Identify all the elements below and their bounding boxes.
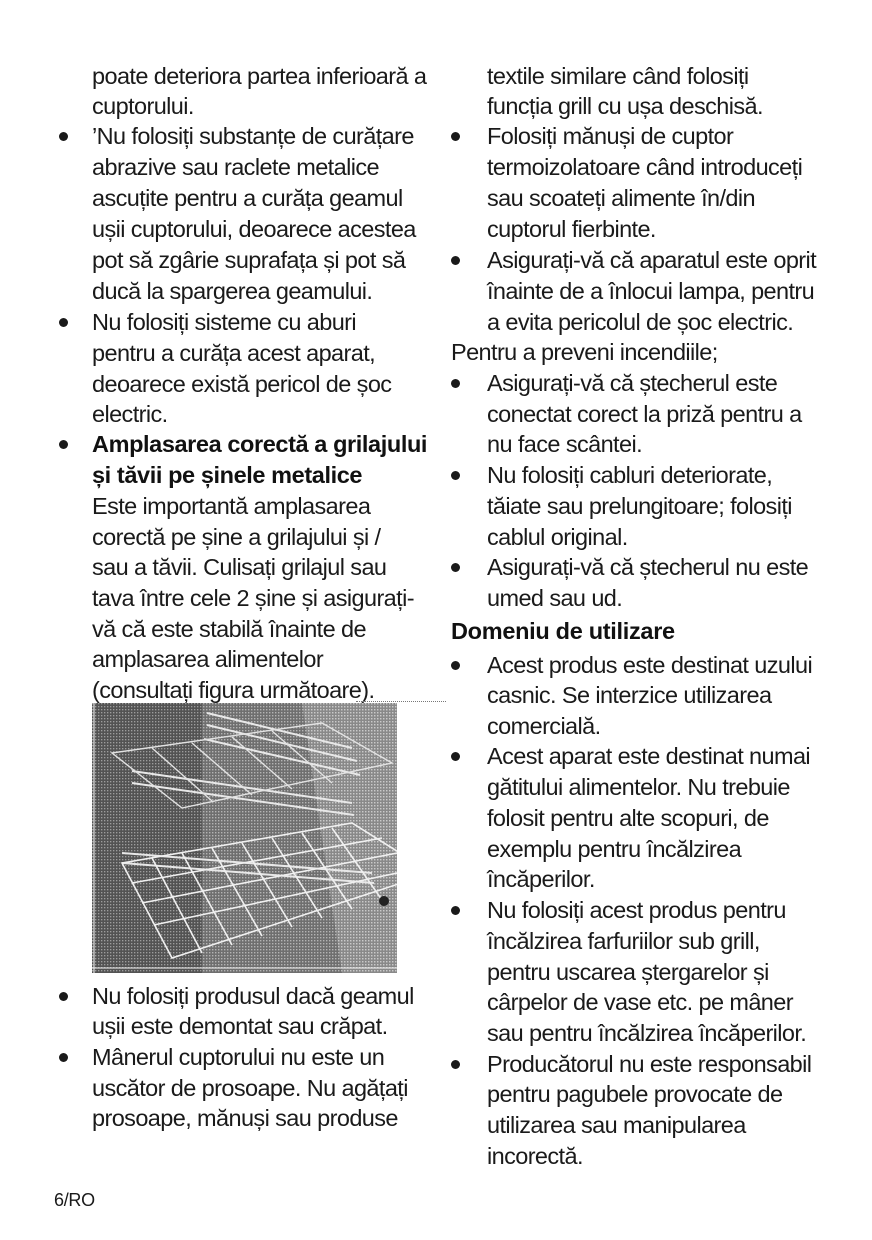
text-line: sau scoateți alimente în/din xyxy=(487,185,755,211)
text-line: amplasarea alimentelor xyxy=(92,646,324,672)
text-line: comercială. xyxy=(487,713,601,739)
text-line: încălzirea farfuriilor sub grill, xyxy=(487,928,760,954)
text-line: Nu folosiți cabluri deteriorate, xyxy=(487,462,773,488)
bullet-icon xyxy=(451,471,460,480)
text-line: ușii este demontat sau crăpat. xyxy=(92,1013,388,1039)
text-line: cârpelor de vase etc. pe mâner xyxy=(487,989,793,1015)
bullet-icon xyxy=(451,752,460,761)
text-line: uscător de prosoape. Nu agățați xyxy=(92,1075,408,1101)
text-line: cablul original. xyxy=(487,524,628,550)
text-line: folosit pentru alte scopuri, de xyxy=(487,805,769,831)
text-line: cuptorului. xyxy=(92,93,194,119)
text-line: a evita pericolul de șoc electric. xyxy=(487,309,794,335)
text-line: sau a tăvii. Culisați grilajul sau xyxy=(92,554,387,580)
bullet-icon xyxy=(451,563,460,572)
oven-rack-photo xyxy=(92,703,397,973)
fire-intro: Pentru a preveni incendiile; xyxy=(451,339,718,365)
text-line: Asigurați-vă că aparatul este oprit xyxy=(487,247,817,273)
text-line: vă că este stabilă înainte de xyxy=(92,616,366,642)
text-line: pot să zgârie suprafața și pot să xyxy=(92,247,406,273)
text-line: pentru uscarea ștergarelor și xyxy=(487,959,769,985)
bullet-icon xyxy=(451,661,460,670)
text-line: ascuțite pentru a curăța geamul xyxy=(92,185,403,211)
text-line: Nu folosiți produsul dacă geamul xyxy=(92,983,414,1009)
text-line: pentru pagubele provocate de xyxy=(487,1081,783,1107)
text-line: conectat corect la priză pentru a xyxy=(487,401,802,427)
text-line: încăperilor. xyxy=(487,866,595,892)
bullet-icon xyxy=(59,440,68,449)
text-line: utilizarea sau manipularea xyxy=(487,1112,746,1138)
text-line: poate deteriora partea inferioară a xyxy=(92,63,427,89)
text-line: prosoape, mănuși sau produse xyxy=(92,1105,398,1131)
bullet-icon xyxy=(59,318,68,327)
page-number: 6/RO xyxy=(54,1190,95,1210)
text-line: Este importantă amplasarea xyxy=(92,493,371,519)
text-line: ușii cuptorului, deoarece acestea xyxy=(92,216,416,242)
bullet-icon xyxy=(451,906,460,915)
text-line: sau pentru încălzirea încăperilor. xyxy=(487,1020,807,1046)
text-line: ducă la spargerea geamului. xyxy=(92,278,373,304)
text-line: Asigurați-vă că ștecherul nu este xyxy=(487,554,809,580)
text-line: electric. xyxy=(92,401,168,427)
text-line: funcția grill cu ușa deschisă. xyxy=(487,93,763,119)
bullet-icon xyxy=(451,1060,460,1069)
usage-heading: Domeniu de utilizare xyxy=(451,618,675,644)
text-line: cuptorul fierbinte. xyxy=(487,216,656,242)
text-line: tava între cele 2 șine și asigurați- xyxy=(92,585,414,611)
text-line: Nu folosiți sisteme cu aburi xyxy=(92,309,357,335)
text-line: înainte de a înlocui lampa, pentru xyxy=(487,278,815,304)
text-line: Asigurați-vă că ștecherul este xyxy=(487,370,778,396)
text-line: Acest aparat este destinat numai xyxy=(487,743,811,769)
text-line: termoizolatoare când introduceți xyxy=(487,154,803,180)
text-line: Producătorul nu este responsabil xyxy=(487,1051,812,1077)
divider xyxy=(356,701,446,702)
section-title: Amplasarea corectă a grilajului xyxy=(92,431,428,457)
text-line: nu face scântei. xyxy=(487,431,643,457)
text-line: Mânerul cuptorului nu este un xyxy=(92,1044,385,1070)
text-line: ’Nu folosiți substanțe de curățare xyxy=(92,123,414,149)
text-line: abrazive sau raclete metalice xyxy=(92,154,379,180)
text-line: deoarece există pericol de șoc xyxy=(92,371,392,397)
text-line: corectă pe șine a grilajului și / xyxy=(92,524,381,550)
text-line: gătitului alimentelor. Nu trebuie xyxy=(487,774,790,800)
text-line: casnic. Se interzice utilizarea xyxy=(487,682,772,708)
text-line: textile similare când folosiți xyxy=(487,63,749,89)
section-title: și tăvii pe șinele metalice xyxy=(92,462,363,488)
text-line: (consultați figura următoare). xyxy=(92,677,375,703)
text-line: pentru a curăța acest aparat, xyxy=(92,340,376,366)
bullet-icon xyxy=(451,379,460,388)
bullet-icon xyxy=(451,256,460,265)
text-line: Folosiți mănuși de cuptor xyxy=(487,123,734,149)
text-line: Nu folosiți acest produs pentru xyxy=(487,897,786,923)
bullet-icon xyxy=(59,992,68,1001)
bullet-icon xyxy=(451,132,460,141)
text-line: exemplu pentru încălzirea xyxy=(487,836,742,862)
text-line: umed sau ud. xyxy=(487,585,623,611)
text-line: Acest produs este destinat uzului xyxy=(487,652,813,678)
bullet-icon xyxy=(59,1053,68,1062)
bullet-icon xyxy=(59,132,68,141)
text-line: tăiate sau prelungitoare; folosiți xyxy=(487,493,792,519)
text-line: incorectă. xyxy=(487,1143,583,1169)
